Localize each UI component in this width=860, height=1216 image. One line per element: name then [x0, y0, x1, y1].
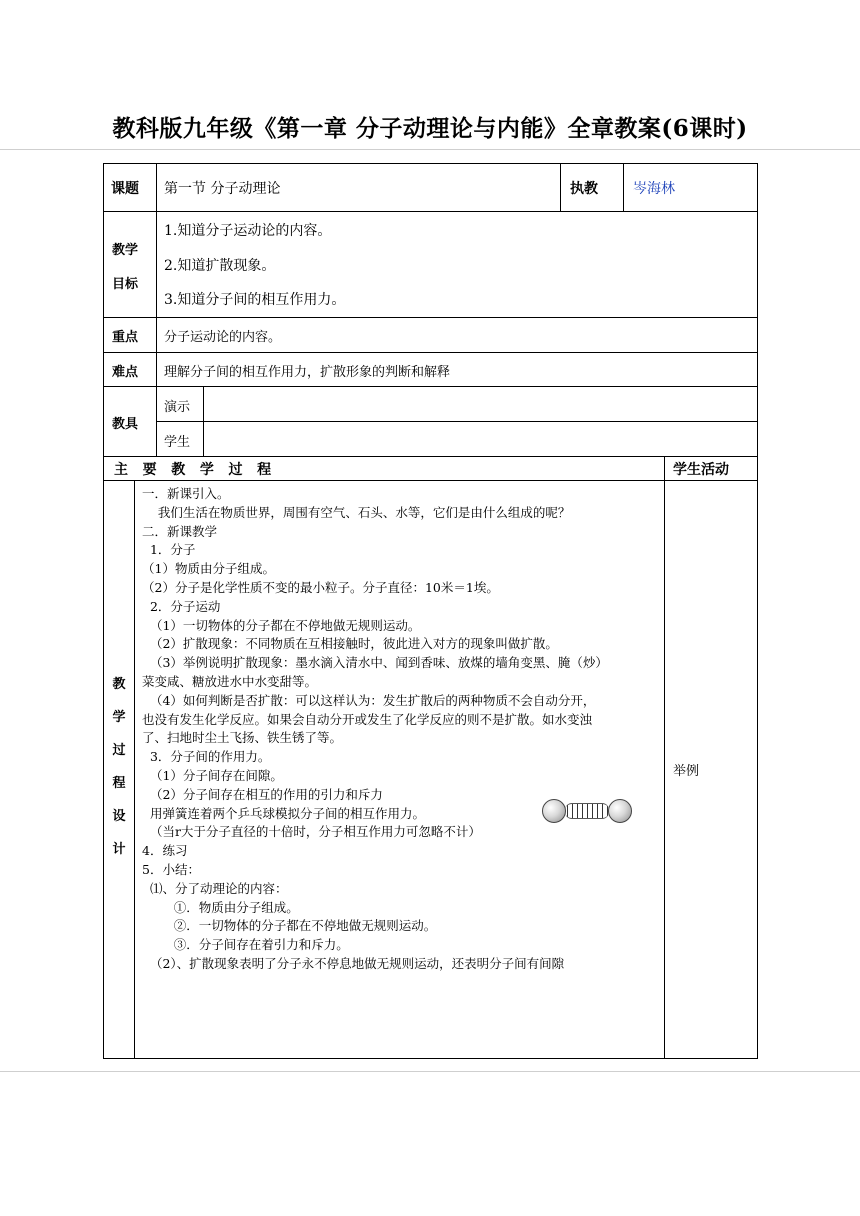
row-divider	[103, 317, 758, 318]
col-divider	[560, 163, 561, 211]
col-divider	[156, 163, 157, 456]
student-activity-text: 举例	[673, 764, 700, 779]
process-line: ⑴、分了动理论的内容：	[142, 880, 288, 896]
side-char: 过	[112, 743, 126, 758]
side-char: 计	[112, 842, 126, 857]
process-line: （2）分子是化学性质不变的最小粒子。分子直径：10米＝1埃。	[142, 580, 499, 595]
process-line: ①．物质由分子组成。	[142, 899, 299, 915]
process-line: （2）扩散现象：不同物质在互相接触时，彼此进入对方的现象叫做扩散。	[142, 636, 558, 652]
process-line: 菜变咸、糖放进水中水变甜等。	[142, 674, 318, 689]
row-divider	[103, 480, 758, 481]
process-line: 二．新课教学	[142, 523, 218, 539]
ping-pong-ball-right	[608, 799, 632, 823]
process-line: ③．分子间存在着引力和斥力。	[142, 937, 349, 953]
topic-label: 课题	[111, 181, 139, 197]
side-char: 程	[112, 776, 126, 791]
row-divider	[156, 421, 758, 422]
col-divider	[623, 163, 624, 211]
process-line: （2）分子间存在相互的作用的引力和斥力	[142, 786, 383, 802]
process-line: 一．新课引入。	[142, 486, 230, 501]
process-line: ②．一切物体的分子都在不停地做无规则运动。	[142, 918, 437, 934]
col-divider	[664, 456, 665, 1059]
bottom-rule	[0, 1071, 860, 1072]
objective-item: 2.知道扩散现象。	[164, 258, 276, 274]
row-divider	[103, 456, 758, 457]
process-line: 了、扫地时尘土飞扬、铁生锈了等。	[142, 730, 343, 746]
row-divider	[103, 386, 758, 387]
row-divider	[103, 352, 758, 353]
process-line: （3）举例说明扩散现象：墨水滴入清水中、闻到香味、放煤的墙角变黑、腌（炒）	[142, 655, 608, 671]
tools-student-label: 学生	[164, 435, 191, 450]
objectives-label-1: 教学	[112, 243, 139, 258]
process-line: （当r大于分子直径的十倍时，分子相互作用力可忽略不计）	[142, 824, 481, 840]
process-header: 主 要 教 学 过 程	[114, 462, 272, 478]
process-line: 5．小结：	[142, 862, 200, 877]
process-line: 1．分子	[142, 542, 196, 558]
process-line: 4．练习	[142, 843, 188, 859]
side-char: 设	[112, 809, 126, 824]
process-line: 3．分子间的作用力。	[142, 749, 271, 765]
tools-demo-label: 演示	[164, 400, 191, 415]
spring-icon	[565, 803, 609, 819]
process-line: （4）如何判断是否扩散：可以这样认为：发生扩散后的两种物质不会自动分开，	[142, 692, 596, 708]
process-line: 我们生活在物质世界，周围有空气、石头、水等，它们是由什么组成的呢？	[142, 504, 571, 520]
tools-label: 教具	[112, 417, 139, 432]
side-char: 教	[112, 677, 126, 692]
objective-item: 3.知道分子间的相互作用力。	[164, 292, 346, 308]
side-char: 学	[112, 710, 126, 725]
process-side-label	[104, 668, 134, 866]
process-line: （1）物质由分子组成。	[142, 561, 275, 577]
col-divider	[134, 480, 135, 1059]
process-line: （1）分子间存在间隙。	[142, 768, 283, 783]
ping-pong-ball-left	[542, 799, 566, 823]
document-title: 教科版九年级《第一章 分子动理论与内能》全章教案(6课时)	[112, 115, 748, 142]
key-point-text: 分子运动论的内容。	[164, 330, 282, 345]
col-divider	[203, 386, 204, 456]
process-line: （1）一切物体的分子都在不停地做无规则运动。	[142, 617, 421, 633]
process-content	[142, 484, 660, 984]
key-point-label: 重点	[112, 330, 139, 345]
objective-item: 1.知道分子运动论的内容。	[164, 223, 332, 239]
difficulty-text: 理解分子间的相互作用力，扩散形象的判断和解释	[164, 365, 451, 380]
objectives-label-2: 目标	[112, 277, 139, 292]
difficulty-label: 难点	[112, 365, 139, 380]
teacher-label: 执教	[570, 181, 598, 197]
process-line: 用弹簧连着两个乒乓球模拟分子间的相互作用力。	[142, 805, 425, 821]
process-line: （2）、扩散现象表明了分子永不停息地做无规则运动，还表明分子间有间隙	[142, 956, 565, 971]
row-divider	[103, 211, 758, 212]
process-line: 也没有发生化学反应。如果会自动分开或发生了化学反应的则不是扩散。如水变浊	[142, 711, 593, 727]
top-rule	[0, 149, 860, 150]
topic-value: 第一节 分子动理论	[164, 181, 281, 197]
process-line: 2．分子运动	[142, 598, 221, 614]
student-activity-header: 学生活动	[673, 462, 729, 478]
teacher-name: 岑海林	[633, 181, 675, 197]
